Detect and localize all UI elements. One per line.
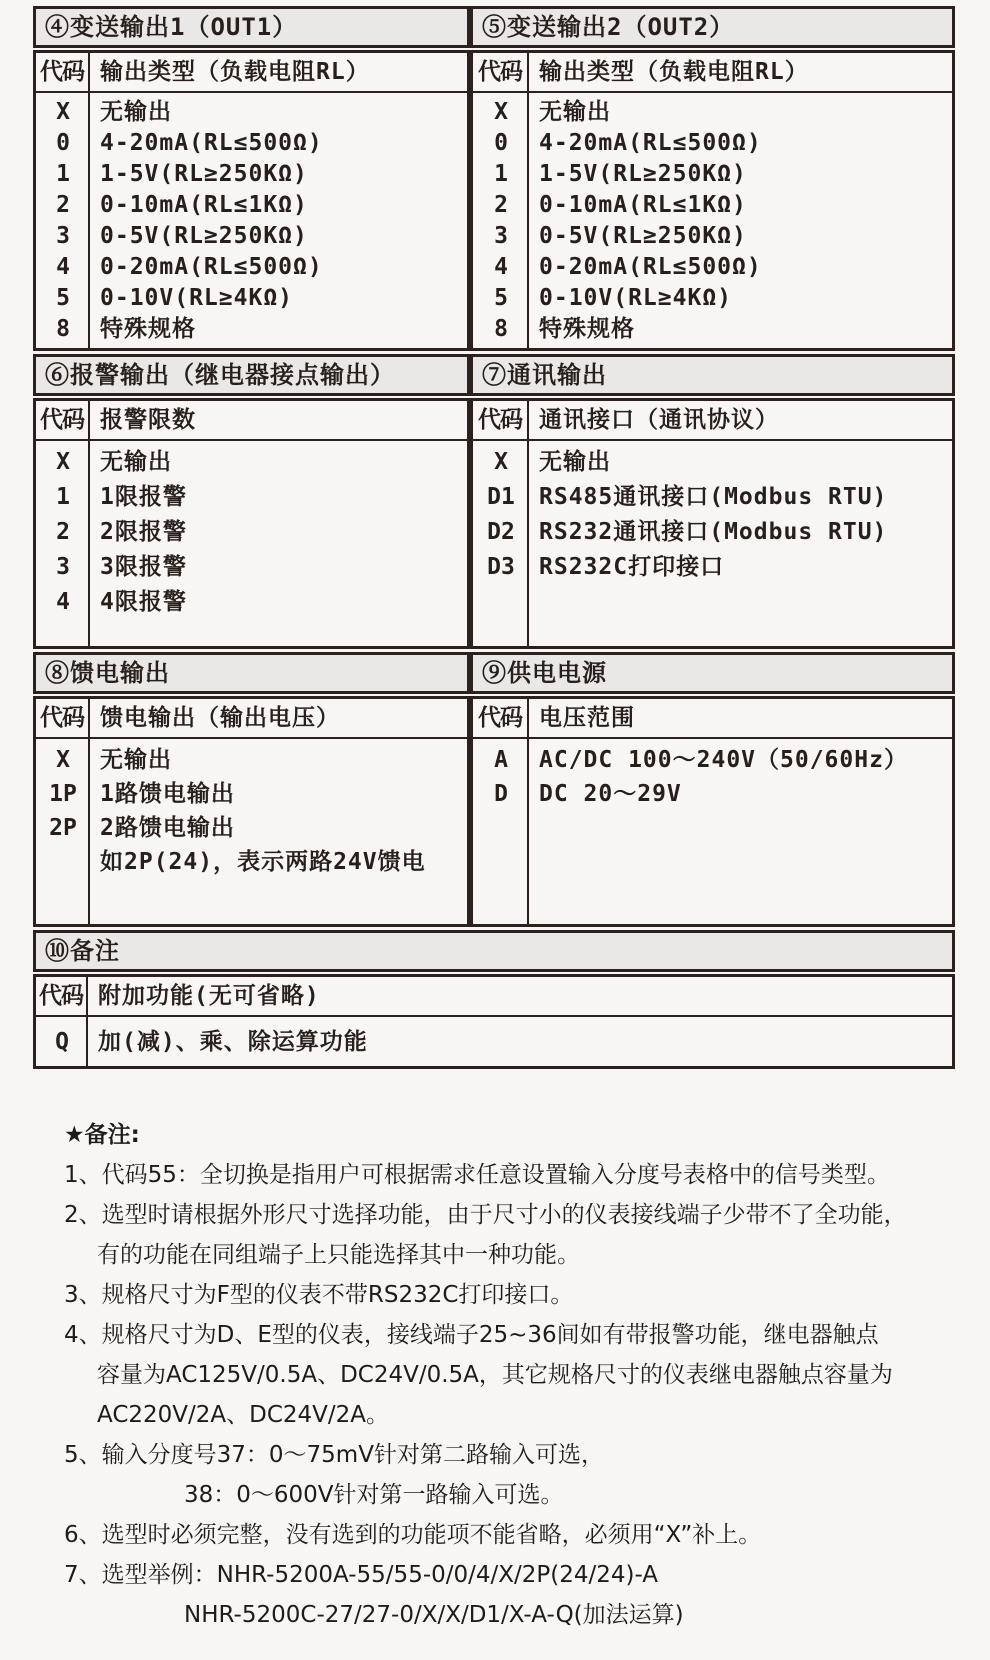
desc-cell: 1限报警 (100, 484, 187, 510)
table-row (36, 190, 467, 221)
table-body (473, 739, 952, 924)
grid-header-row (473, 401, 952, 441)
code-cell: D2 (487, 519, 515, 545)
desc-cell: 0-5V(RL≥250KΩ) (539, 223, 747, 249)
section-feed (33, 652, 470, 927)
desc-cell: 3限报警 (100, 554, 187, 580)
section-grid (33, 50, 470, 351)
desc-header-cell: 馈电输出（输出电压） (100, 705, 340, 731)
footnotes (64, 1115, 970, 1635)
code-cell: A (494, 747, 508, 773)
note-line: 6、选型时必须完整，没有选到的功能项不能省略，必须用“X”补上。 (64, 1522, 762, 1548)
section-grid (470, 696, 955, 927)
note-line: 5、输入分度号37：0～75mV针对第二路输入可选， (64, 1442, 604, 1468)
section-grid (33, 696, 470, 927)
code-header-cell: 代码 (473, 401, 529, 439)
grid-header-row (36, 401, 467, 441)
code-cell (36, 845, 90, 879)
desc-cell: 无输出 (100, 449, 172, 475)
desc-cell: 4限报警 (100, 589, 187, 615)
code-header-cell: 代码 (36, 53, 90, 91)
code-cell: 0 (56, 130, 70, 156)
section-power (470, 652, 955, 927)
code-cell: 3 (56, 554, 70, 580)
note-line: 3、规格尺寸为F型的仪表不带RS232C打印接口。 (64, 1282, 574, 1308)
table-row (473, 221, 952, 252)
table-row (473, 777, 952, 811)
section-alarm (33, 354, 470, 649)
desc-header-cell: 电压范围 (539, 705, 635, 731)
code-cell: X (494, 449, 508, 475)
ordering-spec-tables (33, 6, 955, 1069)
code-cell: X (494, 99, 508, 125)
desc-cell: 0-5V(RL≥250KΩ) (100, 223, 308, 249)
code-cell: 8 (494, 316, 508, 342)
desc-cell: 1-5V(RL≥250KΩ) (539, 161, 747, 187)
table-body (473, 93, 952, 348)
code-header-cell: 代码 (36, 401, 90, 439)
table-row (473, 515, 952, 550)
note-line: 1、代码55：全切换是指用户可根据需求任意设置输入分度号表格中的信号类型。 (64, 1162, 890, 1188)
desc-cell: 0-10V(RL≥4KΩ) (539, 285, 733, 311)
table-row (473, 190, 952, 221)
section-title: ⑩备注 (33, 930, 955, 972)
code-cell: X (56, 747, 70, 773)
table-row (36, 97, 467, 128)
table-body (36, 93, 467, 348)
desc-header-cell: 报警限数 (100, 407, 196, 433)
grid-header-row (36, 53, 467, 93)
section-remark (33, 930, 955, 1069)
table-row (36, 585, 467, 620)
table-row (36, 743, 467, 777)
section-pair-alarm-comm (33, 354, 955, 649)
code-cell: 4 (494, 254, 508, 280)
desc-cell: AC/DC 100～240V（50/60Hz） (539, 747, 908, 773)
grid-header-row (36, 977, 952, 1017)
section-title: ⑥报警输出（继电器接点输出） (33, 354, 470, 396)
note-line: 2、选型时请根据外形尺寸选择功能，由于尺寸小的仪表接线端子少带不了全功能， (64, 1202, 907, 1228)
table-row (473, 252, 952, 283)
table-row (473, 128, 952, 159)
note-line: AC220V/2A、DC24V/2A。 (97, 1402, 390, 1428)
code-cell: 0 (494, 130, 508, 156)
table-row (36, 550, 467, 585)
note-line: 38：0～600V针对第一路输入可选。 (184, 1482, 564, 1508)
table-row (36, 314, 467, 345)
desc-cell: 0-10mA(RL≤1KΩ) (539, 192, 747, 218)
table-row (36, 845, 467, 879)
code-cell: X (56, 449, 70, 475)
section-title: ⑦通讯输出 (470, 354, 955, 396)
desc-header-cell: 输出类型（负载电阻RL） (100, 59, 370, 85)
code-cell: D3 (487, 554, 515, 580)
desc-cell: DC 20～29V (539, 781, 682, 807)
table-row (36, 515, 467, 550)
code-cell: 2 (494, 192, 508, 218)
section-grid (33, 974, 955, 1069)
table-row (36, 128, 467, 159)
note-line: 有的功能在同组端子上只能选择其中一种功能。 (97, 1242, 580, 1268)
section-title: ⑤变送输出2（OUT2） (470, 6, 955, 48)
section-title: ④变送输出1（OUT1） (33, 6, 470, 48)
desc-cell: 0-20mA(RL≤500Ω) (539, 254, 762, 280)
code-cell: 2P (49, 815, 77, 841)
code-cell: D1 (487, 484, 515, 510)
code-cell: 5 (494, 285, 508, 311)
notes-heading: ★备注: (64, 1122, 140, 1148)
code-cell: 4 (56, 254, 70, 280)
note-line: NHR-5200C-27/27-0/X/X/D1/X-A-Q(加法运算) (184, 1602, 684, 1628)
desc-cell: 0-20mA(RL≤500Ω) (100, 254, 323, 280)
section-grid (33, 398, 470, 649)
code-cell: 3 (494, 223, 508, 249)
desc-cell: RS232C打印接口 (539, 554, 725, 580)
section-out2 (470, 6, 955, 351)
table-row (36, 221, 467, 252)
code-cell: X (56, 99, 70, 125)
desc-cell: 0-10mA(RL≤1KΩ) (100, 192, 308, 218)
code-header-cell: 代码 (473, 699, 529, 737)
code-cell: 8 (56, 316, 70, 342)
table-row (473, 743, 952, 777)
table-row (473, 159, 952, 190)
section-out1 (33, 6, 470, 351)
table-row (473, 480, 952, 515)
desc-cell: RS232通讯接口(Modbus RTU) (539, 519, 888, 545)
code-cell: 2 (56, 192, 70, 218)
desc-cell: 无输出 (100, 99, 172, 125)
desc-cell: 2路馈电输出 (100, 815, 235, 841)
code-cell: 5 (56, 285, 70, 311)
note-line: 容量为AC125V/0.5A、DC24V/0.5A，其它规格尺寸的仪表继电器触点容量为 (97, 1362, 893, 1388)
section-pair-transmit-outputs (33, 6, 955, 351)
table-row (36, 480, 467, 515)
section-comm (470, 354, 955, 649)
desc-cell: 2限报警 (100, 519, 187, 545)
desc-header-cell: 输出类型（负载电阻RL） (539, 59, 809, 85)
desc-cell: 加(减)、乘、除运算功能 (98, 1029, 368, 1055)
note-line: 7、选型举例：NHR-5200A-55/55-0/0/4/X/2P(24/24)-A (64, 1562, 659, 1588)
grid-header-row (473, 699, 952, 739)
grid-header-row (473, 53, 952, 93)
code-header-cell: 代码 (36, 699, 90, 737)
desc-cell: 特殊规格 (100, 316, 196, 342)
code-header-cell: 代码 (36, 977, 88, 1015)
desc-cell: 无输出 (539, 99, 611, 125)
desc-cell: 如2P(24)，表示两路24V馈电 (100, 849, 426, 875)
code-cell: Q (55, 1029, 69, 1055)
desc-cell: 0-10V(RL≥4KΩ) (100, 285, 294, 311)
code-cell: D (494, 781, 508, 807)
table-row (36, 811, 467, 845)
table-row (36, 283, 467, 314)
section-grid (470, 50, 955, 351)
desc-cell: 4-20mA(RL≤500Ω) (539, 130, 762, 156)
code-cell: 4 (56, 589, 70, 615)
table-body (36, 1017, 952, 1066)
section-title: ⑧馈电输出 (33, 652, 470, 694)
code-header-cell: 代码 (473, 53, 529, 91)
grid-header-row (36, 699, 467, 739)
code-cell: 1 (494, 161, 508, 187)
desc-cell: 无输出 (539, 449, 611, 475)
desc-cell: 1-5V(RL≥250KΩ) (100, 161, 308, 187)
code-cell: 1 (56, 161, 70, 187)
table-row (36, 159, 467, 190)
note-line: 4、规格尺寸为D、E型的仪表，接线端子25~36间如有带报警功能，继电器触点 (64, 1322, 879, 1348)
desc-cell: 特殊规格 (539, 316, 635, 342)
section-title: ⑨供电电源 (470, 652, 955, 694)
code-cell: 3 (56, 223, 70, 249)
desc-cell: 4-20mA(RL≤500Ω) (100, 130, 323, 156)
code-cell: 2 (56, 519, 70, 545)
table-row (36, 252, 467, 283)
code-cell: 1 (56, 484, 70, 510)
table-row (473, 550, 952, 585)
table-row (473, 97, 952, 128)
table-row (36, 777, 467, 811)
desc-cell: 1路馈电输出 (100, 781, 235, 807)
table-row (473, 283, 952, 314)
table-row (473, 314, 952, 345)
table-row (473, 445, 952, 480)
table-body (36, 441, 467, 646)
table-row (36, 445, 467, 480)
desc-header-cell: 通讯接口（通讯协议） (539, 407, 779, 433)
section-pair-feed-power (33, 652, 955, 927)
section-grid (470, 398, 955, 649)
desc-header-cell: 附加功能(无可省略) (98, 983, 320, 1009)
desc-cell: 无输出 (100, 747, 172, 773)
table-body (36, 739, 467, 924)
desc-cell: RS485通讯接口(Modbus RTU) (539, 484, 888, 510)
table-body (473, 441, 952, 646)
code-cell: 1P (49, 781, 77, 807)
table-row (36, 1021, 952, 1063)
